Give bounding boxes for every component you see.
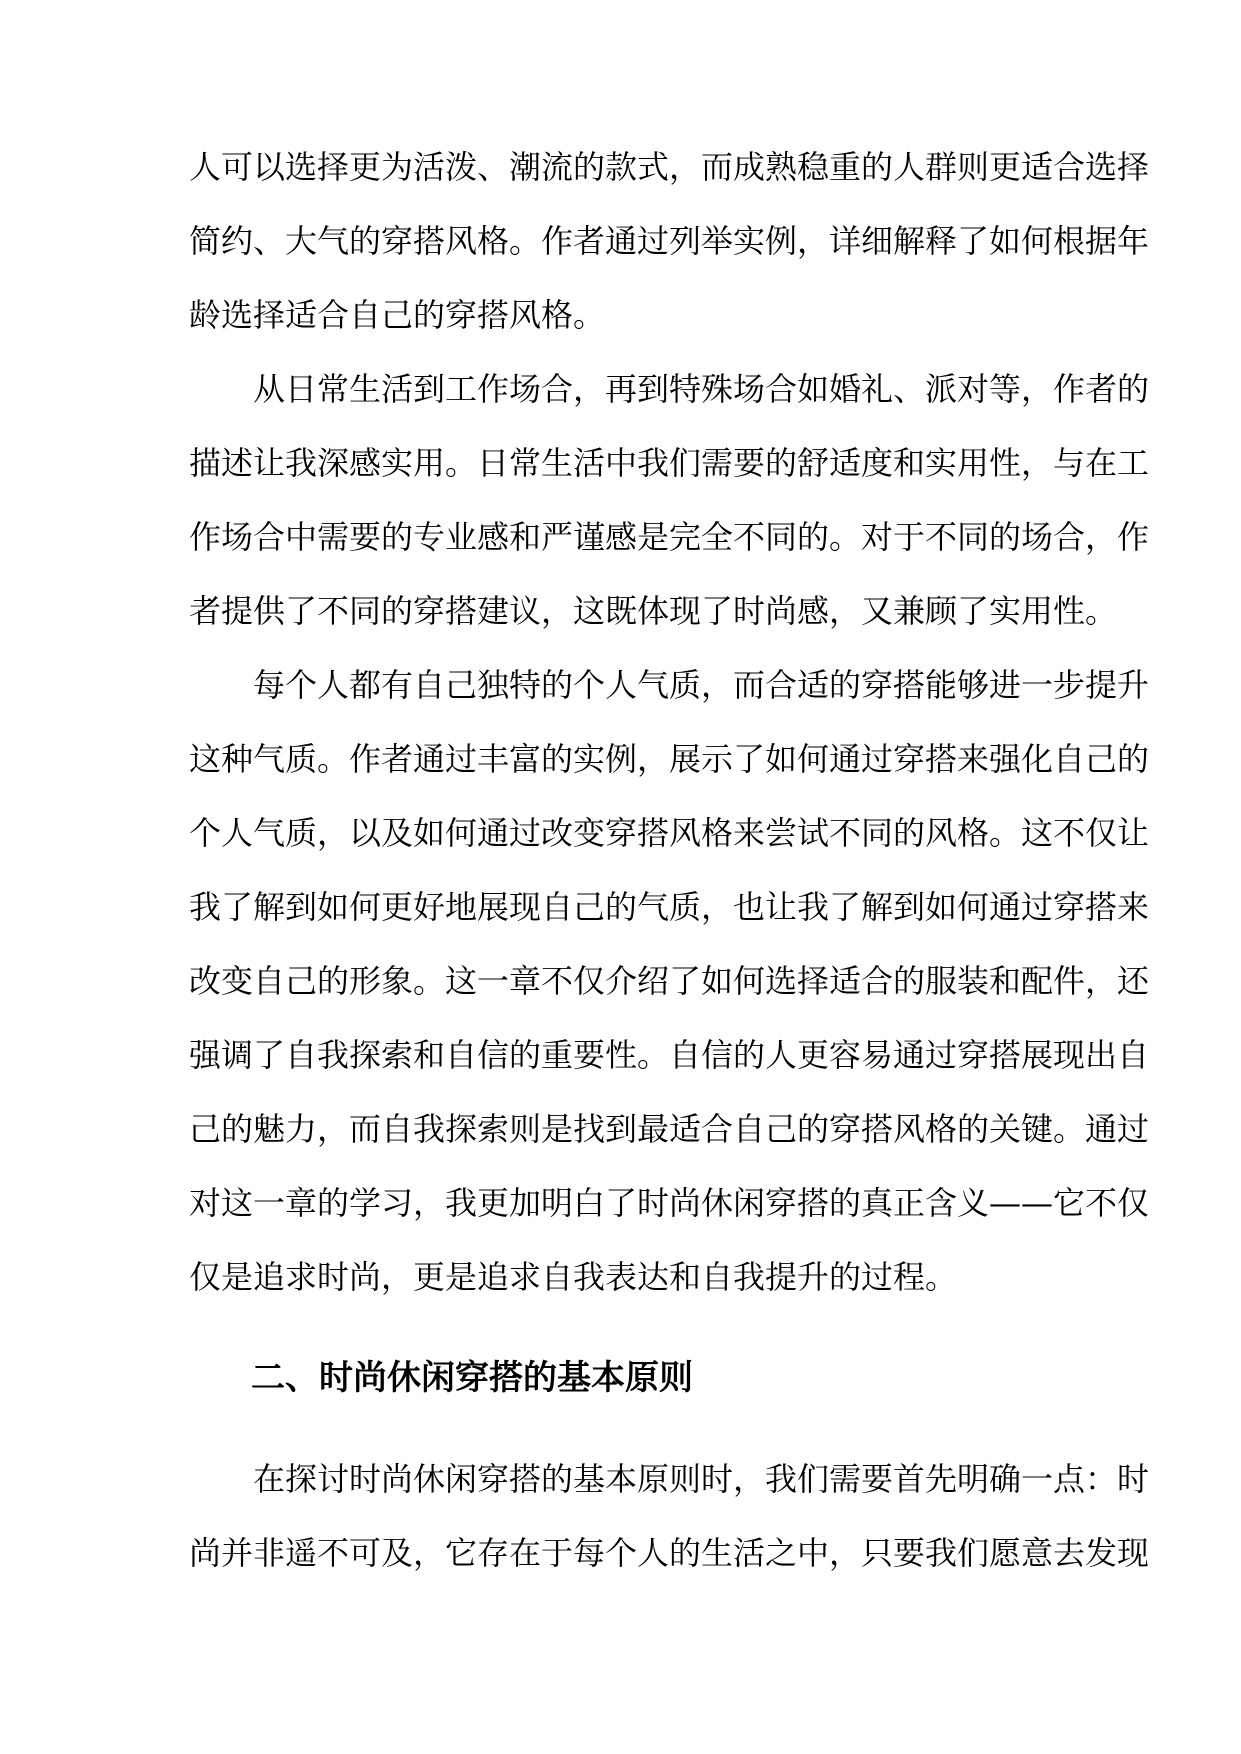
section-heading: 二、时尚休闲穿搭的基本原则 [251, 1358, 693, 1398]
text-line: 改变自己的形象。这一章不仅介绍了如何选择适合的服装和配件，还 [189, 962, 1150, 1000]
text-line: 作场合中需要的专业感和严谨感是完全不同的。对于不同的场合，作 [189, 518, 1150, 556]
text-line: 尚并非遥不可及，它存在于每个人的生活之中，只要我们愿意去发现 [189, 1534, 1150, 1572]
text-line: 强调了自我探索和自信的重要性。自信的人更容易通过穿搭展现出自 [189, 1036, 1150, 1074]
text-line: 从日常生活到工作场合，再到特殊场合如婚礼、派对等，作者的 [253, 370, 1150, 408]
spacer [189, 1418, 1053, 1442]
text-line: 在探讨时尚休闲穿搭的基本原则时，我们需要首先明确一点：时 [253, 1460, 1150, 1498]
document-body [189, 130, 1150, 1590]
text-line: 这种气质。作者通过丰富的实例，展示了如何通过穿搭来强化自己的 [189, 740, 1150, 778]
paragraph [189, 1442, 1150, 1590]
text-line: 己的魅力，而自我探索则是找到最适合自己的穿搭风格的关键。通过 [189, 1110, 1150, 1148]
text-line: 我了解到如何更好地展现自己的气质，也让我了解到如何通过穿搭来 [189, 888, 1150, 926]
text-line: 描述让我深感实用。日常生活中我们需要的舒适度和实用性，与在工 [189, 444, 1150, 482]
paragraph [189, 130, 1150, 352]
spacer [189, 1314, 1053, 1338]
text-line: 者提供了不同的穿搭建议，这既体现了时尚感，又兼顾了实用性。 [189, 592, 1118, 630]
paragraph [189, 352, 1150, 648]
text-line: 每个人都有自己独特的个人气质，而合适的穿搭能够进一步提升 [253, 666, 1150, 704]
text-line: 人可以选择更为活泼、潮流的款式，而成熟稳重的人群则更适合选择 [189, 148, 1150, 186]
text-line: 个人气质，以及如何通过改变穿搭风格来尝试不同的风格。这不仅让 [189, 814, 1150, 852]
text-line: 龄选择适合自己的穿搭风格。 [189, 296, 606, 334]
text-line: 对这一章的学习，我更加明白了时尚休闲穿搭的真正含义——它不仅 [189, 1184, 1150, 1222]
paragraph [189, 648, 1150, 1314]
text-line: 简约、大气的穿搭风格。作者通过列举实例，详细解释了如何根据年 [189, 222, 1150, 260]
text-line: 仅是追求时尚，更是追求自我表达和自我提升的过程。 [189, 1258, 958, 1296]
